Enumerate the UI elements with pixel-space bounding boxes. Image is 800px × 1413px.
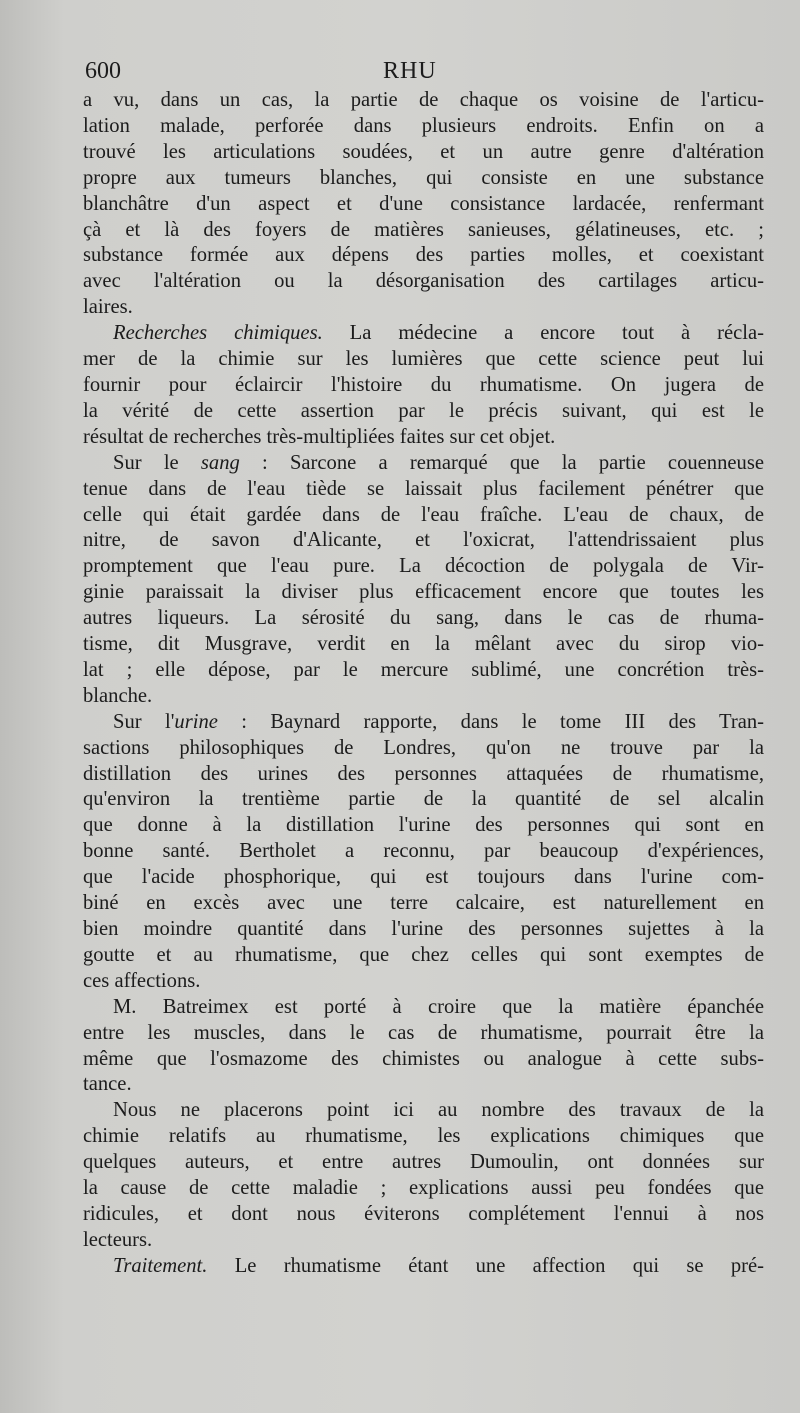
text-line: tance. [83,1073,132,1096]
text-line: avec l'altération ou la désorganisation des cartilages articu- [83,270,764,293]
text-run: Sur le [113,451,201,474]
text-line: autres liqueurs. La sérosité du sang, dans le cas de rhuma- [83,607,764,630]
text-line: tisme, dit Musgrave, verdit en la mêlant avec du sirop vio- [83,633,764,656]
paragraph [83,451,764,710]
text-line: bien moindre quantité dans l'urine des personnes sujettes à la [83,918,764,940]
text-line: quelques auteurs, et entre autres Dumoulin, ont données sur [83,1151,764,1174]
text-line: fournir pour éclaircir l'histoire du rhumatisme. On jugera de [83,373,764,396]
text-line: la cause de cette maladie ; explications aussi peu fondées que [83,1177,764,1200]
text-line: blanchâtre d'un aspect et d'une consistance lardacée, renfermant [83,192,764,215]
section-lead: Recherches chimiques. [113,322,323,345]
text-line: substance formée aux dépens des parties molles, et coexistant [83,244,764,267]
text-line: blanche. [83,684,153,707]
text-line: a vu, dans un cas, la partie de chaque os voisine de l'articu- [83,89,764,111]
text-line: promptement que l'eau pure. La décoction de polygala de Vir- [83,555,764,578]
paragraph [83,1254,764,1280]
text-run: Le rhumatisme étant une affection qui se pré- [207,1254,764,1277]
text-line: laires. [83,296,133,319]
page-header [83,58,764,88]
running-head: RHU [383,58,437,84]
text-line: lecteurs. [83,1228,153,1251]
text-line: trouvé les articulations soudées, et un autre genre d'altération [83,140,764,163]
text-line: biné en excès avec une terre calcaire, est naturellement en [83,892,764,915]
text-line: nitre, de savon d'Alicante, et l'oxicrat, l'attendrissaient plus [83,529,764,552]
text-run: : Baynard rapporte, dans le tome III des Tran- [217,710,764,733]
text-line: lation malade, perforée dans plusieurs endroits. Enfin on a [83,114,764,137]
text-line: distillation des urines des personnes attaquées de rhumatisme, [83,762,764,785]
italic-term: sang [200,451,240,474]
text-line [83,321,764,347]
text-line: goutte et au rhumatisme, que chez celles qui sont exemptes de [83,943,764,966]
text-line: bonne santé. Bertholet a reconnu, par beaucoup d'expériences, [83,840,764,863]
text-line: celle qui était gardée dans de l'eau fraîche. L'eau de chaux, de [83,503,764,526]
text-line: tenue dans de l'eau tiède se laissait plus facilement pénétrer que [83,477,764,500]
text-line: la vérité de cette assertion par le précis suivant, qui est le [83,399,764,422]
text-line: ridicules, et dont nous éviterons complétement l'ennui à nos [83,1202,764,1225]
text-line [83,710,764,736]
paragraph [83,321,764,451]
text-line: que donne à la distillation l'urine des personnes qui sont en [83,814,764,837]
text-line: sactions philosophiques de Londres, qu'on ne trouve par la [83,736,764,759]
text-line: que l'acide phosphorique, qui est toujours dans l'urine com- [83,866,764,889]
paragraph [83,88,764,321]
text-line: ces affections. [83,969,201,992]
text-line [83,1254,764,1280]
page-number: 600 [85,58,121,84]
text-line: même que l'osmazome des chimistes ou analogue à cette subs- [83,1047,764,1070]
paragraph [83,710,764,995]
text-line: qu'environ la trentième partie de la quantité de sel alcalin [83,788,764,811]
text-line: lat ; elle dépose, par le mercure sublimé, une concrétion très- [83,658,764,681]
text-run: : Sarcone a remarqué que la partie couenneuse [239,451,764,474]
text-line: çà et là des foyers de matières sanieuses, gélatineuses, etc. ; [83,218,764,241]
text-line: chimie relatifs au rhumatisme, les explications chimiques que [83,1125,764,1148]
text-run: Sur l' [113,710,175,733]
text-line: ginie paraissait la diviser plus efficacement encore que toutes les [83,581,764,604]
section-lead: Traitement. [113,1254,208,1277]
text-line: résultat de recherches très-multipliées faites sur cet objet. [83,425,556,448]
text-line: mer de la chimie sur les lumières que cette science peut lui [83,348,764,371]
paragraph [83,995,764,1099]
italic-term: urine [174,710,218,733]
text-line [83,451,764,477]
text-line: entre les muscles, dans le cas de rhumatisme, pourrait être la [83,1021,764,1044]
paragraph [83,1098,764,1253]
text-line: Nous ne placerons point ici au nombre des travaux de la [113,1099,764,1122]
text-line: propre aux tumeurs blanches, qui consiste en une substance [83,166,764,189]
body-text [83,88,764,1280]
text-run: La médecine a encore tout à récla- [322,322,764,345]
text-line: M. Batreimex est porté à croire que la matière épanchée [113,995,764,1018]
